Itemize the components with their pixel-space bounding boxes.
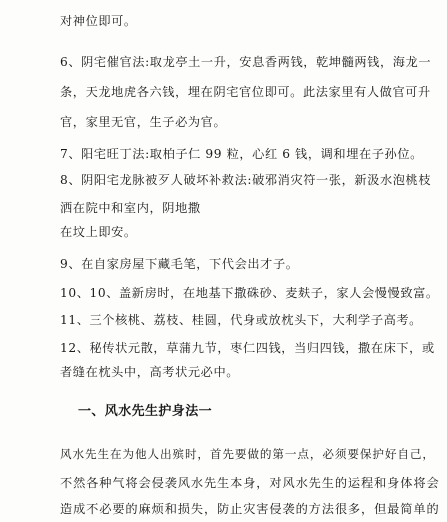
paragraph-line: 风水先生在为他人出殡时，首先要做的第一点，必须要保护好自己， <box>60 447 435 461</box>
text-line: 6、阴宅催官法:取龙亭土一升，安息香两钱，乾坤髓两钱，海龙一 <box>60 55 432 69</box>
text-line: 对神位即可。 <box>60 14 137 28</box>
text-line: 8、阴阳宅龙脉被歹人破坏补救法:破邪消灾符一张，新汲水泡桃枝 <box>60 173 432 187</box>
text-line: 12、秘传状元散，草蒲九节，枣仁四钱，当归四钱，撒在床下，或 <box>60 341 435 355</box>
paragraph-line: 不然各种气将会侵袭风水先生本身，对风水先生的运程和身体将会 <box>60 476 440 490</box>
text-line: 10、10、盖新房时，在地基下撒硃砂、麦麸子，家人会慢慢致富。 <box>60 286 439 300</box>
paragraph-line: 造成不必要的麻烦和损失，防止灾害侵袭的方法很多，但最简单的 <box>60 502 440 516</box>
text-line: 9、在自家房屋下藏毛笔，下代会出才子。 <box>60 257 299 271</box>
section-heading: 一、风水先生护身法一 <box>78 404 213 419</box>
text-line: 条，天龙地虎各六钱，埋在阴宅官位即可。此法家里有人做官可升 <box>60 85 431 99</box>
text-line: 在坟上即安。 <box>60 225 137 239</box>
text-line: 7、阳宅旺丁法:取柏子仁 99 粒，心红 6 钱，调和埋在子孙位。 <box>60 147 423 161</box>
text-line: 洒在院中和室内，阴地撒 <box>60 201 201 215</box>
text-line: 官，家里无官，生子必为官。 <box>60 115 227 129</box>
text-line: 者缝在枕头中，高考状元必中。 <box>60 365 240 379</box>
text-line: 11、三个核桃、荔枝、桂圆，代身或放枕头下，大利学子高考。 <box>60 313 422 327</box>
